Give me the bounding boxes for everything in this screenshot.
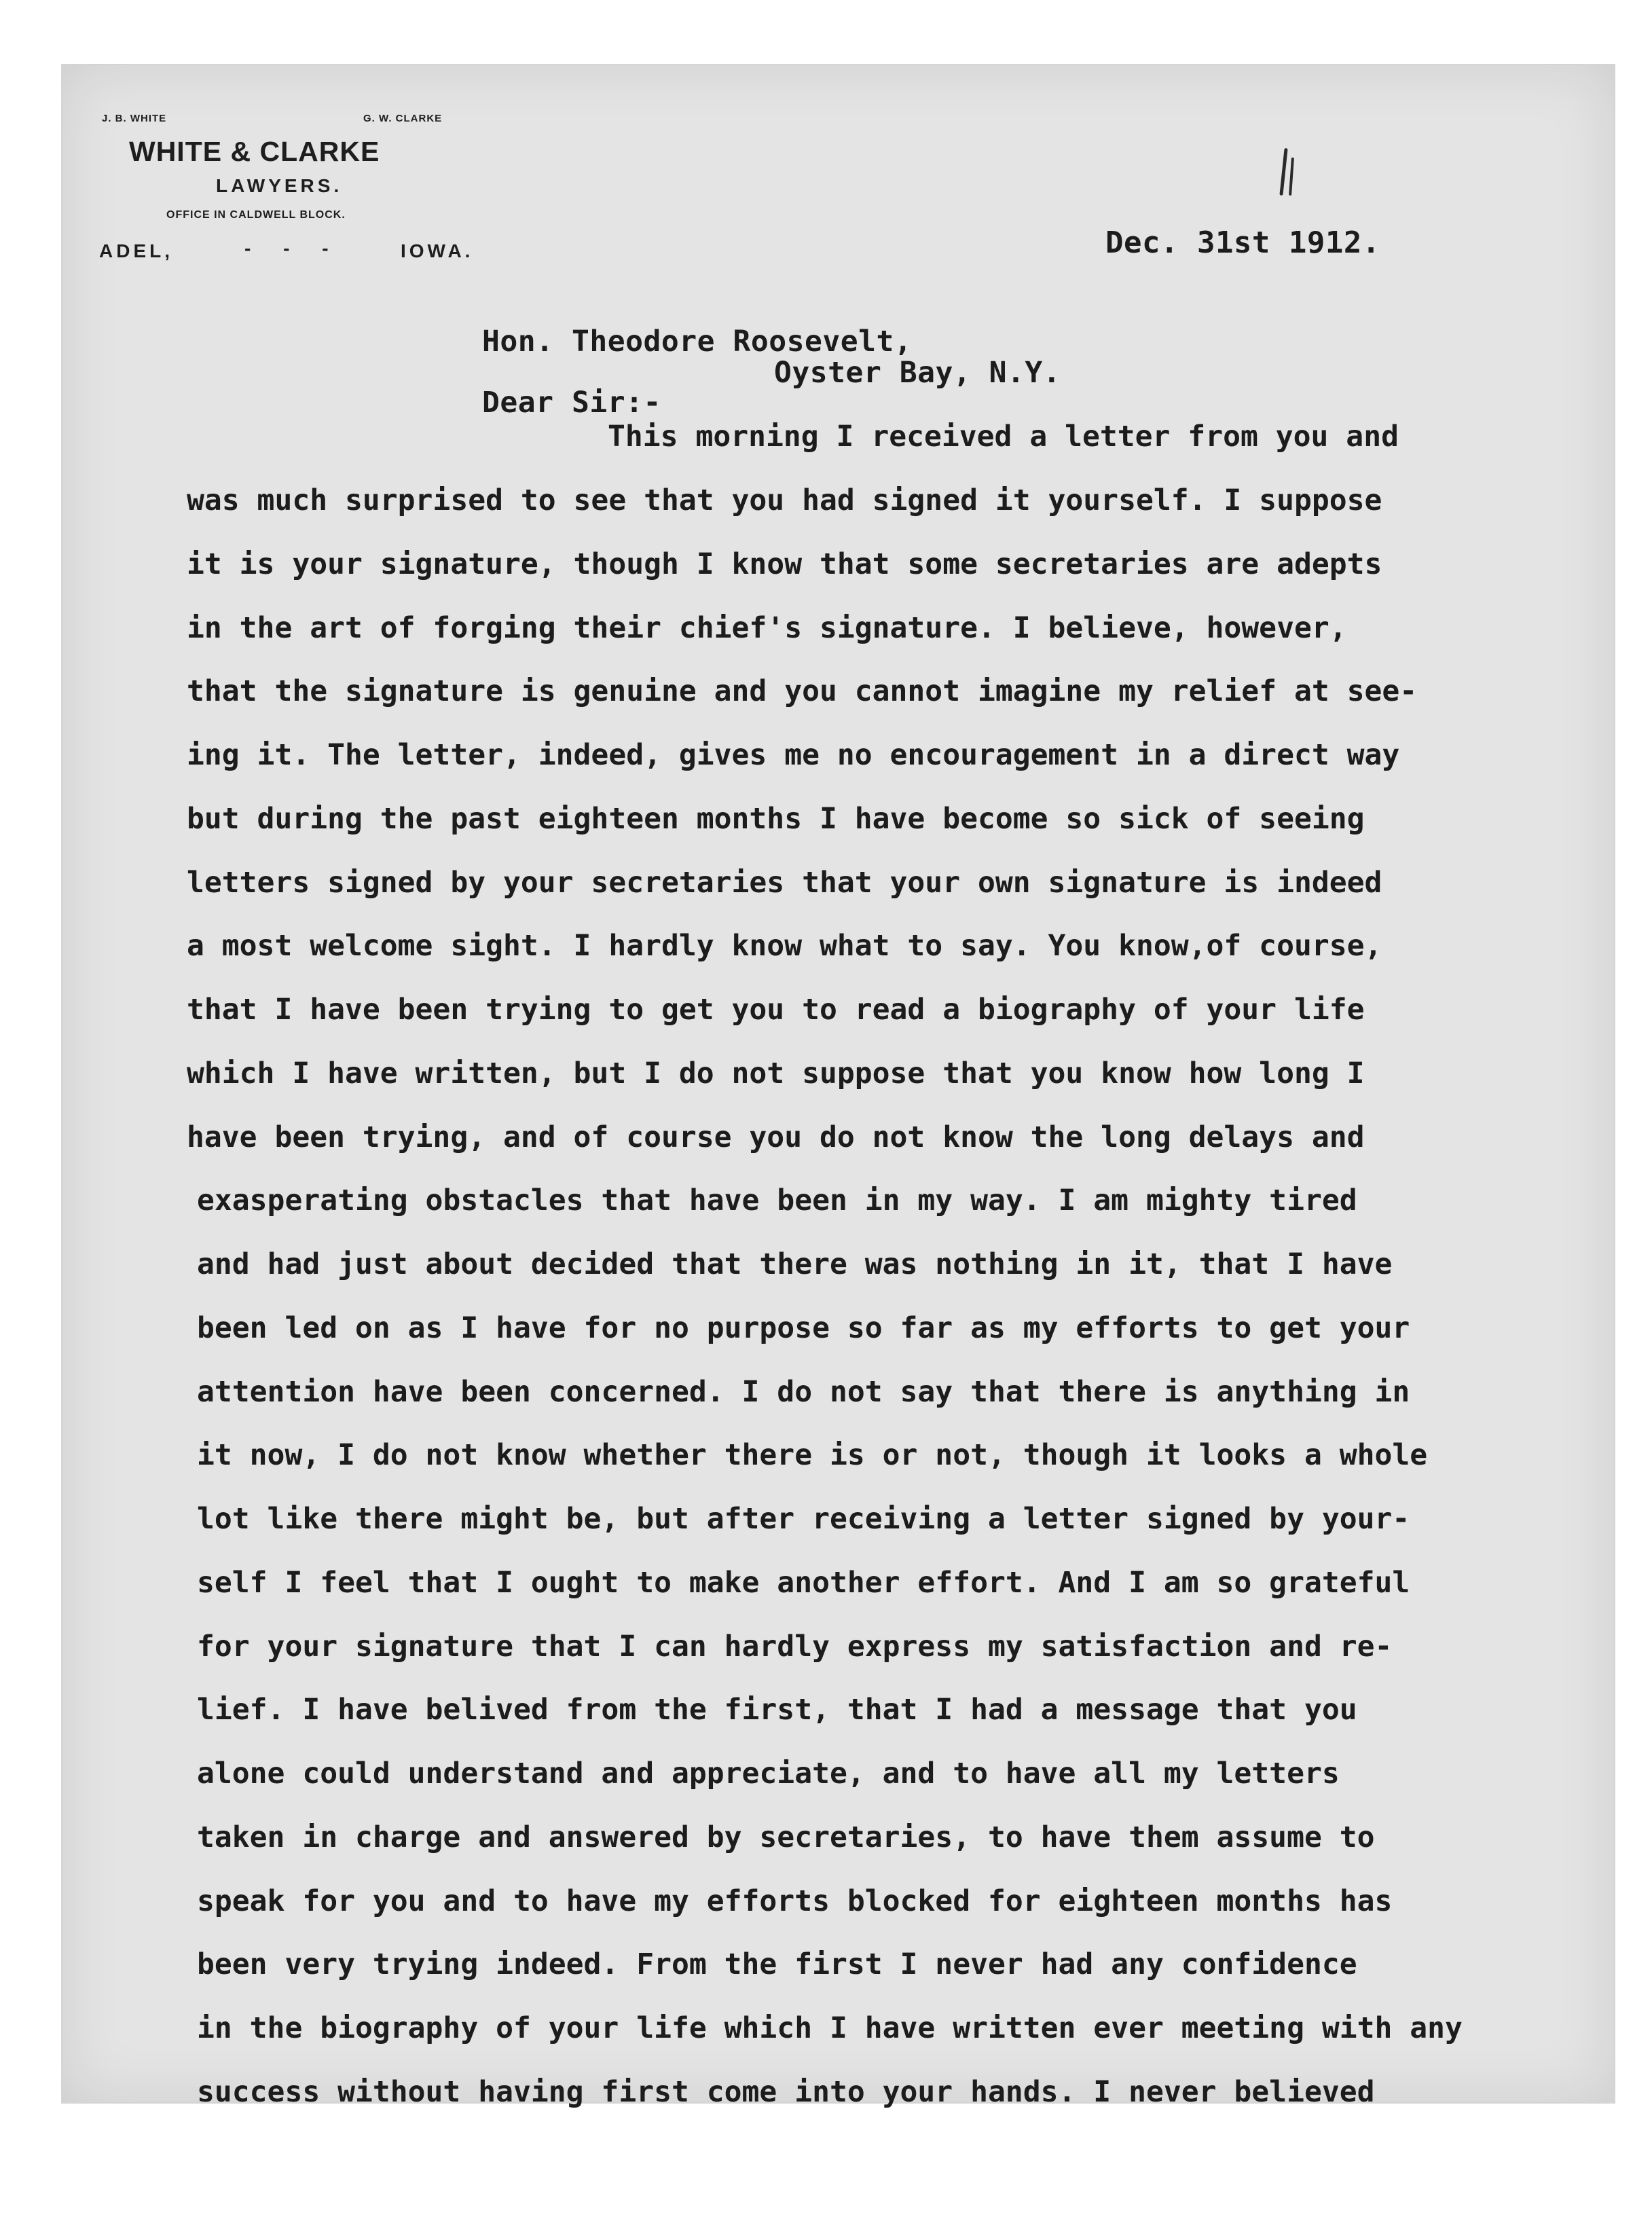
body-line: for your signature that I can hardly express my satisfaction and re-	[197, 1630, 1393, 1664]
letterhead-city: ADEL,	[99, 240, 173, 261]
body-line: was much surprised to see that you had signed it yourself. I suppose	[187, 483, 1382, 517]
body-line: self I feel that I ought to make another effort. And I am so grateful	[197, 1566, 1410, 1600]
body-line: that I have been trying to get you to read a biography of your life	[187, 993, 1365, 1027]
body-line: ing it. The letter, indeed, gives me no encouragement in a direct way	[187, 738, 1400, 772]
partner-right: G. W. CLARKE	[363, 113, 443, 124]
recipient-name: Hon. Theodore Roosevelt,	[482, 325, 913, 359]
letterhead-state: IOWA.	[401, 240, 474, 261]
partner-left: J. B. WHITE	[102, 113, 167, 124]
body-line: taken in charge and answered by secretaries, to have them assume to	[197, 1820, 1375, 1854]
body-line: been very trying indeed. From the first I never had any confidence	[197, 1947, 1357, 1981]
body-line: been led on as I have for no purpose so far as my efforts to get your	[197, 1311, 1410, 1345]
body-line: alone could understand and appreciate, and to have all my letters	[197, 1757, 1340, 1791]
body-line: that the signature is genuine and you cannot imagine my relief at see-	[187, 674, 1418, 708]
body-line: lief. I have belived from the first, that I had a message that you	[197, 1693, 1357, 1727]
body-line: exasperating obstacles that have been in my way. I am mighty tired	[197, 1184, 1357, 1217]
body-line: This morning I received a letter from you and	[608, 420, 1399, 454]
body-line: it is your signature, though I know that some secretaries are adepts	[187, 547, 1382, 581]
firm-profession: LAWYERS.	[216, 175, 343, 196]
body-line: letters signed by your secretaries that your own signature is indeed	[187, 866, 1382, 900]
body-line: which I have written, but I do not suppose that you know how long I	[187, 1057, 1365, 1090]
body-line: a most welcome sight. I hardly know what to say. You know,of course,	[187, 929, 1382, 963]
body-line: attention have been concerned. I do not say that there is anything in	[197, 1375, 1410, 1409]
body-line: but during the past eighteen months I have become so sick of seeing	[187, 802, 1365, 836]
body-line: in the biography of your life which I have written ever meeting with any	[197, 2011, 1463, 2045]
letter-date: Dec. 31st 1912.	[1105, 225, 1380, 260]
firm-name: WHITE & CLARKE	[129, 136, 380, 167]
body-line: in the art of forging their chief's signature. I believe, however,	[187, 611, 1347, 645]
salutation: Dear Sir:-	[482, 386, 661, 420]
body-line: and had just about decided that there was nothing in it, that I have	[197, 1247, 1393, 1281]
body-line: success without having first come into your hands. I never believed	[197, 2075, 1375, 2109]
office-location: OFFICE IN CALDWELL BLOCK.	[166, 209, 346, 221]
body-line: it now, I do not know whether there is or not, though it looks a whole	[197, 1438, 1428, 1472]
body-line: have been trying, and of course you do not know the long delays and	[187, 1120, 1365, 1154]
body-line: lot like there might be, but after receiving a letter signed by your-	[197, 1502, 1410, 1536]
body-line: speak for you and to have my efforts blocked for eighteen months has	[197, 1884, 1393, 1918]
letterhead-dashes: - - -	[244, 238, 342, 259]
recipient-address: Oyster Bay, N.Y.	[774, 356, 1061, 390]
